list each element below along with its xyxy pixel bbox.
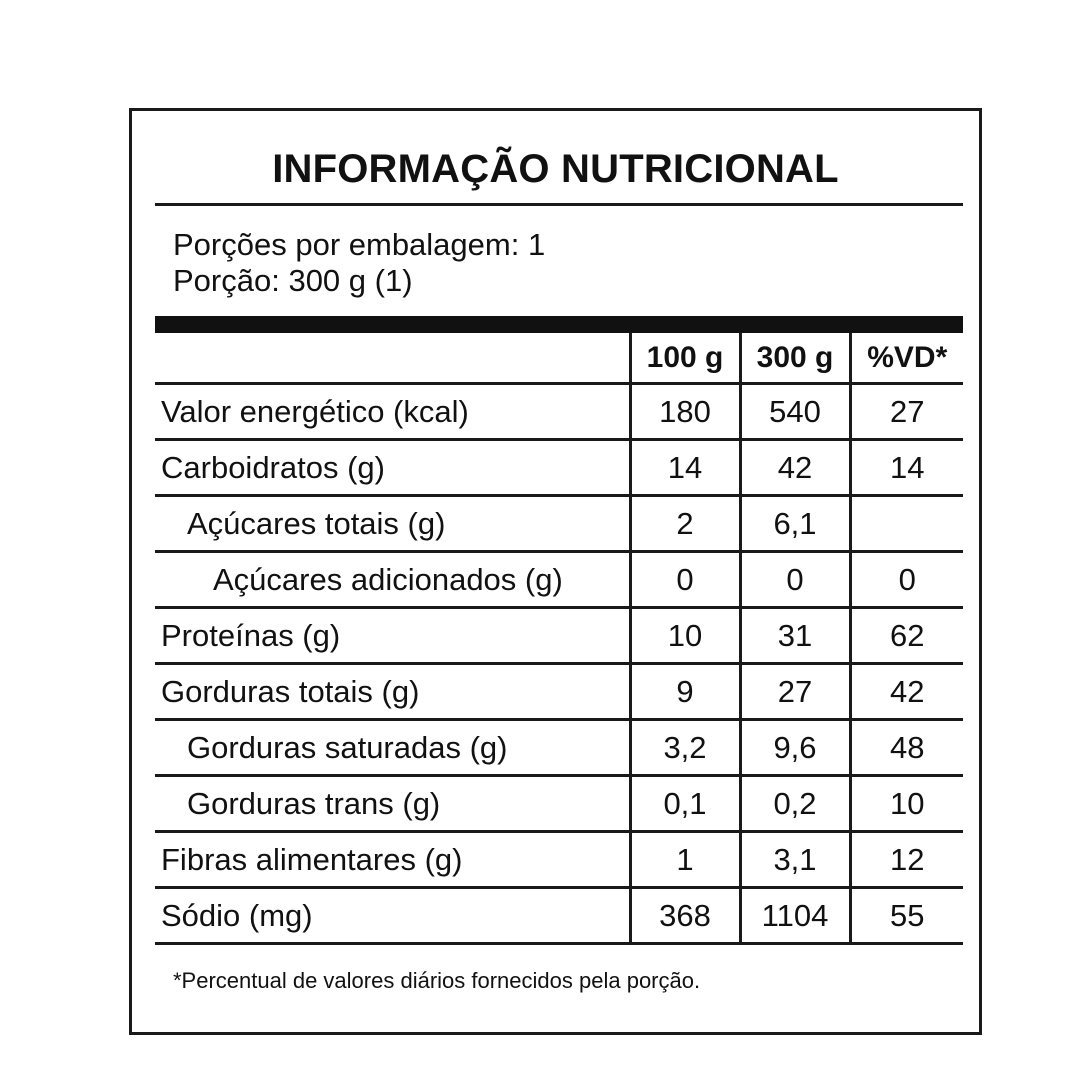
table-header-row	[155, 333, 963, 384]
thick-divider	[155, 316, 963, 333]
value-300g: 0,2	[740, 776, 850, 832]
value-300g: 540	[740, 384, 850, 440]
value-300g: 9,6	[740, 720, 850, 776]
value-100g: 2	[630, 496, 740, 552]
value-300g: 31	[740, 608, 850, 664]
nutrient-name: Gorduras trans (g)	[155, 776, 630, 832]
table-row	[155, 832, 963, 888]
value-vd: 62	[850, 608, 963, 664]
value-100g: 10	[630, 608, 740, 664]
label-title: INFORMAÇÃO NUTRICIONAL	[272, 147, 839, 191]
value-vd: 14	[850, 440, 963, 496]
value-100g: 9	[630, 664, 740, 720]
nutrient-name: Fibras alimentares (g)	[155, 832, 630, 888]
table-row	[155, 608, 963, 664]
value-300g: 3,1	[740, 832, 850, 888]
nutrient-name: Gorduras totais (g)	[155, 664, 630, 720]
value-100g: 14	[630, 440, 740, 496]
table-row	[155, 552, 963, 608]
nutrient-name: Açúcares totais (g)	[155, 496, 630, 552]
nutrition-table	[155, 333, 963, 945]
value-300g: 1104	[740, 888, 850, 944]
serving-size: Porção: 300 g (1)	[173, 263, 413, 298]
header-nutrient	[155, 333, 630, 384]
footnote: *Percentual de valores diários fornecidos pela porção.	[173, 968, 701, 993]
nutrient-name: Carboidratos (g)	[155, 440, 630, 496]
value-300g: 27	[740, 664, 850, 720]
table-row	[155, 440, 963, 496]
value-vd	[850, 496, 963, 552]
nutrient-name: Açúcares adicionados (g)	[155, 552, 630, 608]
title-divider	[155, 203, 963, 206]
header-daily-value: %VD*	[850, 333, 963, 384]
value-vd: 48	[850, 720, 963, 776]
table-row	[155, 496, 963, 552]
value-100g: 3,2	[630, 720, 740, 776]
table-row	[155, 888, 963, 944]
nutrient-name: Proteínas (g)	[155, 608, 630, 664]
value-100g: 0	[630, 552, 740, 608]
table-row	[155, 384, 963, 440]
nutrition-facts-label	[129, 108, 982, 1035]
value-vd: 0	[850, 552, 963, 608]
value-vd: 12	[850, 832, 963, 888]
table-row	[155, 664, 963, 720]
value-100g: 180	[630, 384, 740, 440]
nutrient-name: Valor energético (kcal)	[155, 384, 630, 440]
value-vd: 10	[850, 776, 963, 832]
table-row	[155, 776, 963, 832]
value-100g: 1	[630, 832, 740, 888]
value-100g: 0,1	[630, 776, 740, 832]
servings-per-package: Porções por embalagem: 1	[173, 227, 546, 262]
nutrient-name: Gorduras saturadas (g)	[155, 720, 630, 776]
value-vd: 55	[850, 888, 963, 944]
value-vd: 27	[850, 384, 963, 440]
nutrient-name: Sódio (mg)	[155, 888, 630, 944]
value-300g: 6,1	[740, 496, 850, 552]
header-per-300g: 300 g	[740, 333, 850, 384]
value-300g: 0	[740, 552, 850, 608]
value-100g: 368	[630, 888, 740, 944]
table-row	[155, 720, 963, 776]
value-vd: 42	[850, 664, 963, 720]
value-300g: 42	[740, 440, 850, 496]
header-per-100g: 100 g	[630, 333, 740, 384]
